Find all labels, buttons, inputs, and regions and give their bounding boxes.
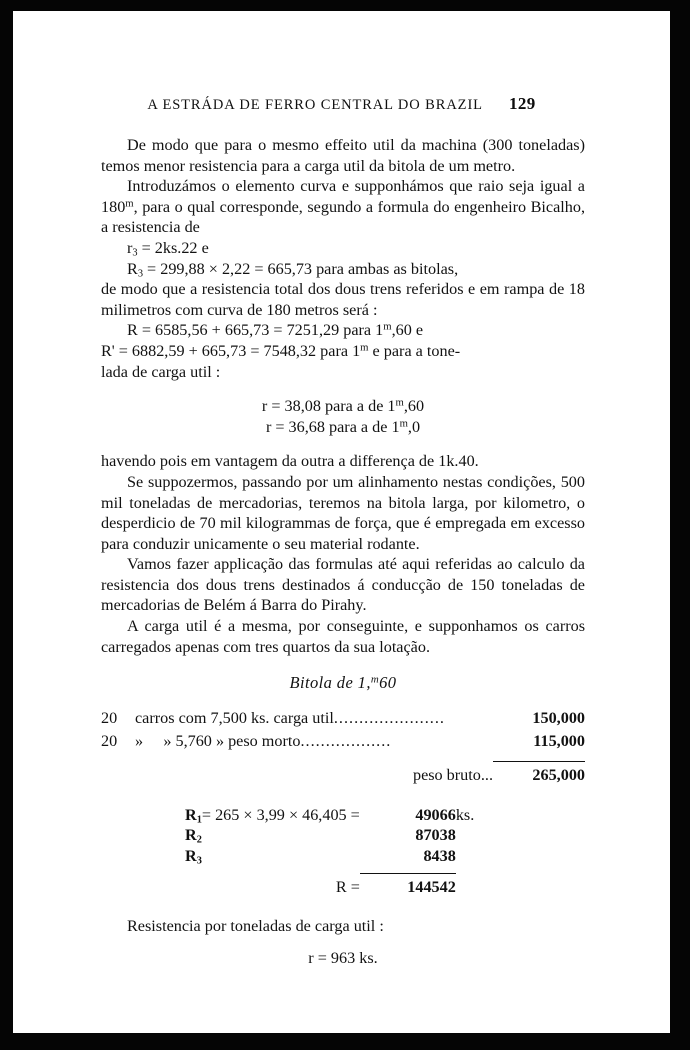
metre-superscript: m xyxy=(399,417,408,430)
gap-cell xyxy=(185,866,202,874)
section-heading-after: 60 xyxy=(379,673,397,693)
row-desc-3: 7,500 xyxy=(210,709,247,728)
calc-expression xyxy=(202,846,360,866)
equation-r-1m60 xyxy=(101,396,585,417)
centered-equations xyxy=(101,396,585,437)
weights-table xyxy=(101,707,585,787)
section-heading-before: Bitola de 1, xyxy=(289,673,371,693)
calc-expression xyxy=(202,825,360,845)
total-label: peso bruto... xyxy=(412,766,493,785)
row-description xyxy=(135,730,493,753)
calc-total-row xyxy=(185,874,474,898)
equation-r3 xyxy=(101,238,585,259)
calc-subscript: 3 xyxy=(196,855,202,867)
calc-gap-row xyxy=(185,866,474,874)
calc-symbol: R xyxy=(185,846,197,865)
paragraph-8: A carga util é a mesma, por conseguinte, e supponhamos os carros carregados apenas com tres quartos da sua lotação. xyxy=(101,617,585,656)
table-spacer-row xyxy=(101,752,585,762)
equation-R-big-tail: ,60 e xyxy=(391,321,424,340)
document-page xyxy=(13,11,670,1033)
row-desc-5: peso morto xyxy=(228,731,301,750)
calc-total-empty xyxy=(185,874,202,898)
total-empty-cell xyxy=(101,762,135,787)
equation-Rprime xyxy=(101,341,585,362)
total-amount: 265,000 xyxy=(493,762,585,787)
calc-subscript: 2 xyxy=(196,835,202,847)
equation-R-big xyxy=(101,320,585,341)
row-amount: 150,000 xyxy=(532,709,585,728)
row-desc-1: » xyxy=(135,731,144,750)
calc-unit xyxy=(456,846,474,866)
equation-r-1m0-tail: ,0 xyxy=(407,417,421,436)
text-column xyxy=(101,135,585,968)
row-desc-5: carga util xyxy=(273,709,334,728)
calc-row xyxy=(185,805,474,825)
paragraph-1: De modo que para o mesmo effeito util da machina (300 toneladas) temos menor resistencia para a carga util da bitola de um metro. xyxy=(101,136,585,175)
row-desc-2: com xyxy=(178,709,207,728)
calc-symbol: R xyxy=(185,806,197,825)
metre-superscript: m xyxy=(125,197,134,210)
calc-expression: = 265 × 3,99 × 46,405 = xyxy=(201,806,360,825)
paragraph-4-continuation: lada de carga util : xyxy=(101,362,221,381)
metre-superscript: m xyxy=(395,396,404,409)
paragraph-2-part-a: Introduzámos o elemento curva e supponhámos que raio seja igual a 180 xyxy=(101,177,585,216)
gap-cell xyxy=(360,866,456,874)
metre-superscript: m xyxy=(360,341,369,354)
spacer-cell xyxy=(135,752,493,762)
row-desc-4: » xyxy=(215,731,225,750)
calc-subscript: 1 xyxy=(196,814,202,826)
equation-r3-body: = 2ks.22 e xyxy=(137,238,209,257)
row-quantity: 20 xyxy=(101,709,118,728)
equation-R3 xyxy=(101,259,585,280)
calc-total-unit xyxy=(456,874,474,898)
calc-value: 87038 xyxy=(415,826,456,845)
closing-statement: Resistencia por toneladas de carga util : xyxy=(127,916,384,935)
closing-equation: r = 963 ks. xyxy=(308,949,378,968)
gap-cell xyxy=(456,866,474,874)
row-desc-2: » xyxy=(163,731,172,750)
calc-value: 49066 xyxy=(415,806,456,825)
calc-row xyxy=(185,846,474,866)
calc-symbol: R xyxy=(185,826,197,845)
equation-r-1m0 xyxy=(101,417,585,438)
row-desc-3: 5,760 xyxy=(175,731,212,750)
resistance-calculation xyxy=(101,805,585,898)
running-head xyxy=(13,94,670,114)
paragraph-6: Se suppozermos, passando por um alinhamento nestas condições, 500 mil toneladas de mercadorias, teremos na bitola larga, por kilometro, o desperdicio de 70 mil kilogrammas de força, que é empregada em excesso para conduzir unicamente o seu material rodante. xyxy=(101,472,585,553)
equation-r-1m60-body: r = 38,08 para a de 1 xyxy=(261,397,396,416)
metre-superscript: m xyxy=(383,320,392,333)
row-desc-4: ks. xyxy=(250,709,270,728)
equation-r3-subscript: 3 xyxy=(132,247,138,259)
paragraph-2-part-b: , para o qual corresponde, segundo a formula do engenheiro Bicalho, a resistencia de xyxy=(101,197,585,237)
paragraph-3-continuation: de modo que a resistencia total dos dous trens referidos e em rampa de 18 milimetros com curva de 180 metros será : xyxy=(101,280,585,319)
row-desc-1: carros xyxy=(135,709,175,728)
paragraph-2 xyxy=(101,176,585,238)
calc-value: 8438 xyxy=(423,846,456,865)
equation-R3-subscript: 3 xyxy=(137,268,143,280)
section-heading xyxy=(101,673,585,693)
equation-Rprime-tail: e para a tone- xyxy=(368,341,461,360)
row-dot-leader: ...................... xyxy=(333,709,445,728)
paragraph-5: havendo pois em vantagem da outra a differença de 1k.40. xyxy=(101,452,479,471)
table-row xyxy=(101,730,585,753)
equation-R-big-body: R = 6585,56 + 665,73 = 7251,29 para 1 xyxy=(127,321,384,340)
spacer-cell xyxy=(493,752,585,762)
row-description xyxy=(135,707,493,730)
calc-total-label: R = xyxy=(335,878,360,897)
calc-row xyxy=(185,825,474,845)
table-total-row xyxy=(101,762,585,787)
calc-label xyxy=(185,846,202,866)
row-dot-leader: .................. xyxy=(300,731,392,750)
gap-cell xyxy=(202,866,360,874)
calc-unit xyxy=(456,825,474,845)
page-number: 129 xyxy=(508,94,536,113)
equation-R3-symbol: R xyxy=(127,259,138,278)
calculation-table xyxy=(185,805,474,898)
equation-r3-symbol: r xyxy=(127,238,133,257)
calc-unit: ks. xyxy=(455,806,475,825)
table-row xyxy=(101,707,585,730)
equation-r-1m60-tail: ,60 xyxy=(403,397,425,416)
equation-Rprime-body: R' = 6882,59 + 665,73 = 7548,32 para 1 xyxy=(101,341,361,360)
spacer-cell xyxy=(101,752,135,762)
calc-label xyxy=(185,825,202,845)
equation-r-1m0-body: r = 36,68 para a de 1 xyxy=(265,417,400,436)
row-quantity: 20 xyxy=(101,731,118,750)
running-head-title: A ESTRÁDA DE FERRO CENTRAL DO BRAZIL xyxy=(147,97,483,113)
paragraph-7: Vamos fazer applicação das formulas até aqui referidas ao calculo da resistencia dos dous trens destinados á conducção de 150 toneladas de mercadorias de Belém á Barra do Pirahy. xyxy=(101,555,585,615)
calc-total-value: 144542 xyxy=(360,874,456,898)
metre-superscript: m xyxy=(370,673,380,686)
calc-label xyxy=(185,805,202,825)
equation-R3-body: = 299,88 × 2,22 = 665,73 para ambas as bitolas, xyxy=(143,259,459,278)
row-amount: 115,000 xyxy=(533,731,585,750)
